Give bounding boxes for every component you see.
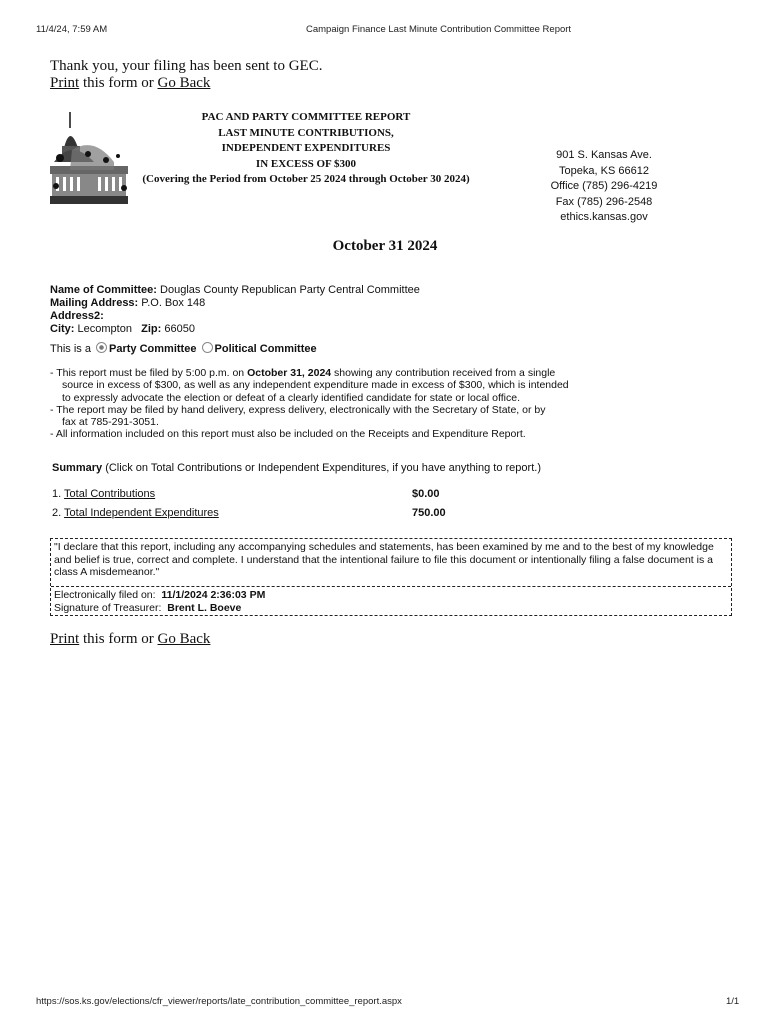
office-address (540, 148, 668, 226)
report-date: October 31 2024 (332, 238, 438, 254)
political-committee-label: Political Committee (214, 343, 317, 355)
kansas-capitol-seal-icon (48, 110, 132, 210)
total-contributions-value: $0.00 (412, 488, 440, 500)
signature-label: Signature of Treasurer: (54, 601, 162, 614)
note-line-2: source in excess of $300, as well as any independent expenditure made in excess of $300, which is intended (62, 379, 569, 392)
go-back-link[interactable]: Go Back (157, 631, 211, 647)
declaration-signature (54, 589, 265, 614)
print-form-link[interactable]: Print (50, 631, 80, 647)
office-city: Topeka, KS 66612 (559, 164, 649, 177)
filing-instructions (50, 367, 630, 441)
summary-row-num: 2. (52, 507, 62, 519)
declaration-text: "I declare that this report, including any accompanying schedules and statements, has been examined by me and to the best of my knowledge and belief is true, correct and complete. I understand that the intentional failure to file this document or intentionally filing a false document is a class A misdemeanor." (54, 541, 714, 578)
committee-type-prefix: This is a (50, 343, 91, 355)
mailing-address: P.O. Box 148 (141, 297, 206, 309)
print-page-title: Campaign Finance Last Minute Contribution Committee Report (306, 24, 572, 35)
note-line-1a: - This report must be filed by 5:00 p.m. on (50, 367, 245, 379)
office-web: ethics.kansas.gov (560, 211, 648, 223)
total-contributions-link[interactable]: Total Contributions (64, 488, 156, 500)
nav-middle-text: this form or (82, 75, 154, 91)
office-street: 901 S. Kansas Ave. (556, 149, 652, 161)
summary-row (52, 507, 219, 519)
note-deadline: October 31, 2024 (247, 367, 332, 379)
city-label: City: (50, 323, 75, 335)
note-line-4: - The report may be filed by hand delivery, express delivery, electronically with the Secretary of State, or by (50, 403, 546, 416)
note-line-3: to expressly advocate the election or defeat of a clearly identified candidate for state or local office. (62, 391, 520, 404)
report-title-line-3: INDEPENDENT EXPENDITURES (221, 142, 391, 154)
print-datetime: 11/4/24, 7:59 AM (36, 24, 108, 35)
political-committee-radio[interactable] (202, 342, 213, 353)
office-fax: Fax (785) 296-2548 (555, 195, 653, 208)
print-form-link[interactable]: Print (50, 75, 80, 91)
office-phone: Office (785) 296-4219 (550, 180, 658, 192)
print-page-number: 1/1 (726, 996, 740, 1007)
report-title-line-4: IN EXCESS OF $300 (255, 157, 357, 170)
zip-label: Zip: (141, 323, 162, 335)
party-committee-label: Party Committee (109, 343, 197, 355)
committee-info (50, 284, 420, 336)
party-committee-radio[interactable] (96, 342, 107, 353)
filed-label: Electronically filed on: (54, 589, 156, 601)
total-independent-expenditures-value: 750.00 (412, 507, 446, 519)
note-line-1b: showing any contribution received from a single (334, 367, 556, 379)
city-value: Lecompton (77, 323, 132, 335)
report-title-line-2: LAST MINUTE CONTRIBUTIONS, (218, 126, 394, 139)
declaration-box (50, 538, 732, 616)
summary-row-num: 1. (52, 488, 62, 500)
top-nav (50, 75, 210, 92)
report-title-line-1: PAC AND PARTY COMMITTEE REPORT (201, 111, 411, 123)
summary-hint: (Click on Total Contributions or Independent Expenditures, if you have anything to report.) (105, 462, 541, 474)
zip-value: 66050 (164, 323, 195, 335)
committee-name-label: Name of Committee: (50, 284, 157, 296)
bottom-nav (50, 631, 210, 648)
report-title (128, 110, 484, 188)
note-line-6: - All information included on this report must also be included on the Receipts and Expenditure Report. (50, 428, 526, 441)
go-back-link[interactable]: Go Back (157, 75, 211, 91)
print-url: https://sos.ks.gov/elections/cfr_viewer/reports/late_contribution_committee_report.aspx (36, 996, 402, 1007)
total-independent-expenditures-link[interactable]: Total Independent Expenditures (64, 507, 219, 519)
committee-type (50, 342, 317, 355)
nav-middle-text: this form or (82, 631, 154, 647)
report-period: (Covering the Period from October 25 2024 through October 30 2024) (142, 173, 470, 185)
committee-name: Douglas County Republican Party Central Committee (160, 284, 420, 296)
treasurer-signature: Brent L. Boeve (167, 601, 242, 614)
declaration-divider (51, 586, 731, 587)
summary-row (52, 488, 155, 500)
confirmation-message: Thank you, your filing has been sent to GEC. (50, 58, 323, 74)
mailing-address-label: Mailing Address: (50, 297, 139, 309)
address2-label: Address2: (50, 310, 104, 322)
note-line-5: fax at 785-291-3051. (62, 416, 159, 429)
summary-label: Summary (52, 462, 103, 474)
filed-timestamp: 11/1/2024 2:36:03 PM (161, 589, 266, 601)
summary-heading (52, 462, 541, 474)
